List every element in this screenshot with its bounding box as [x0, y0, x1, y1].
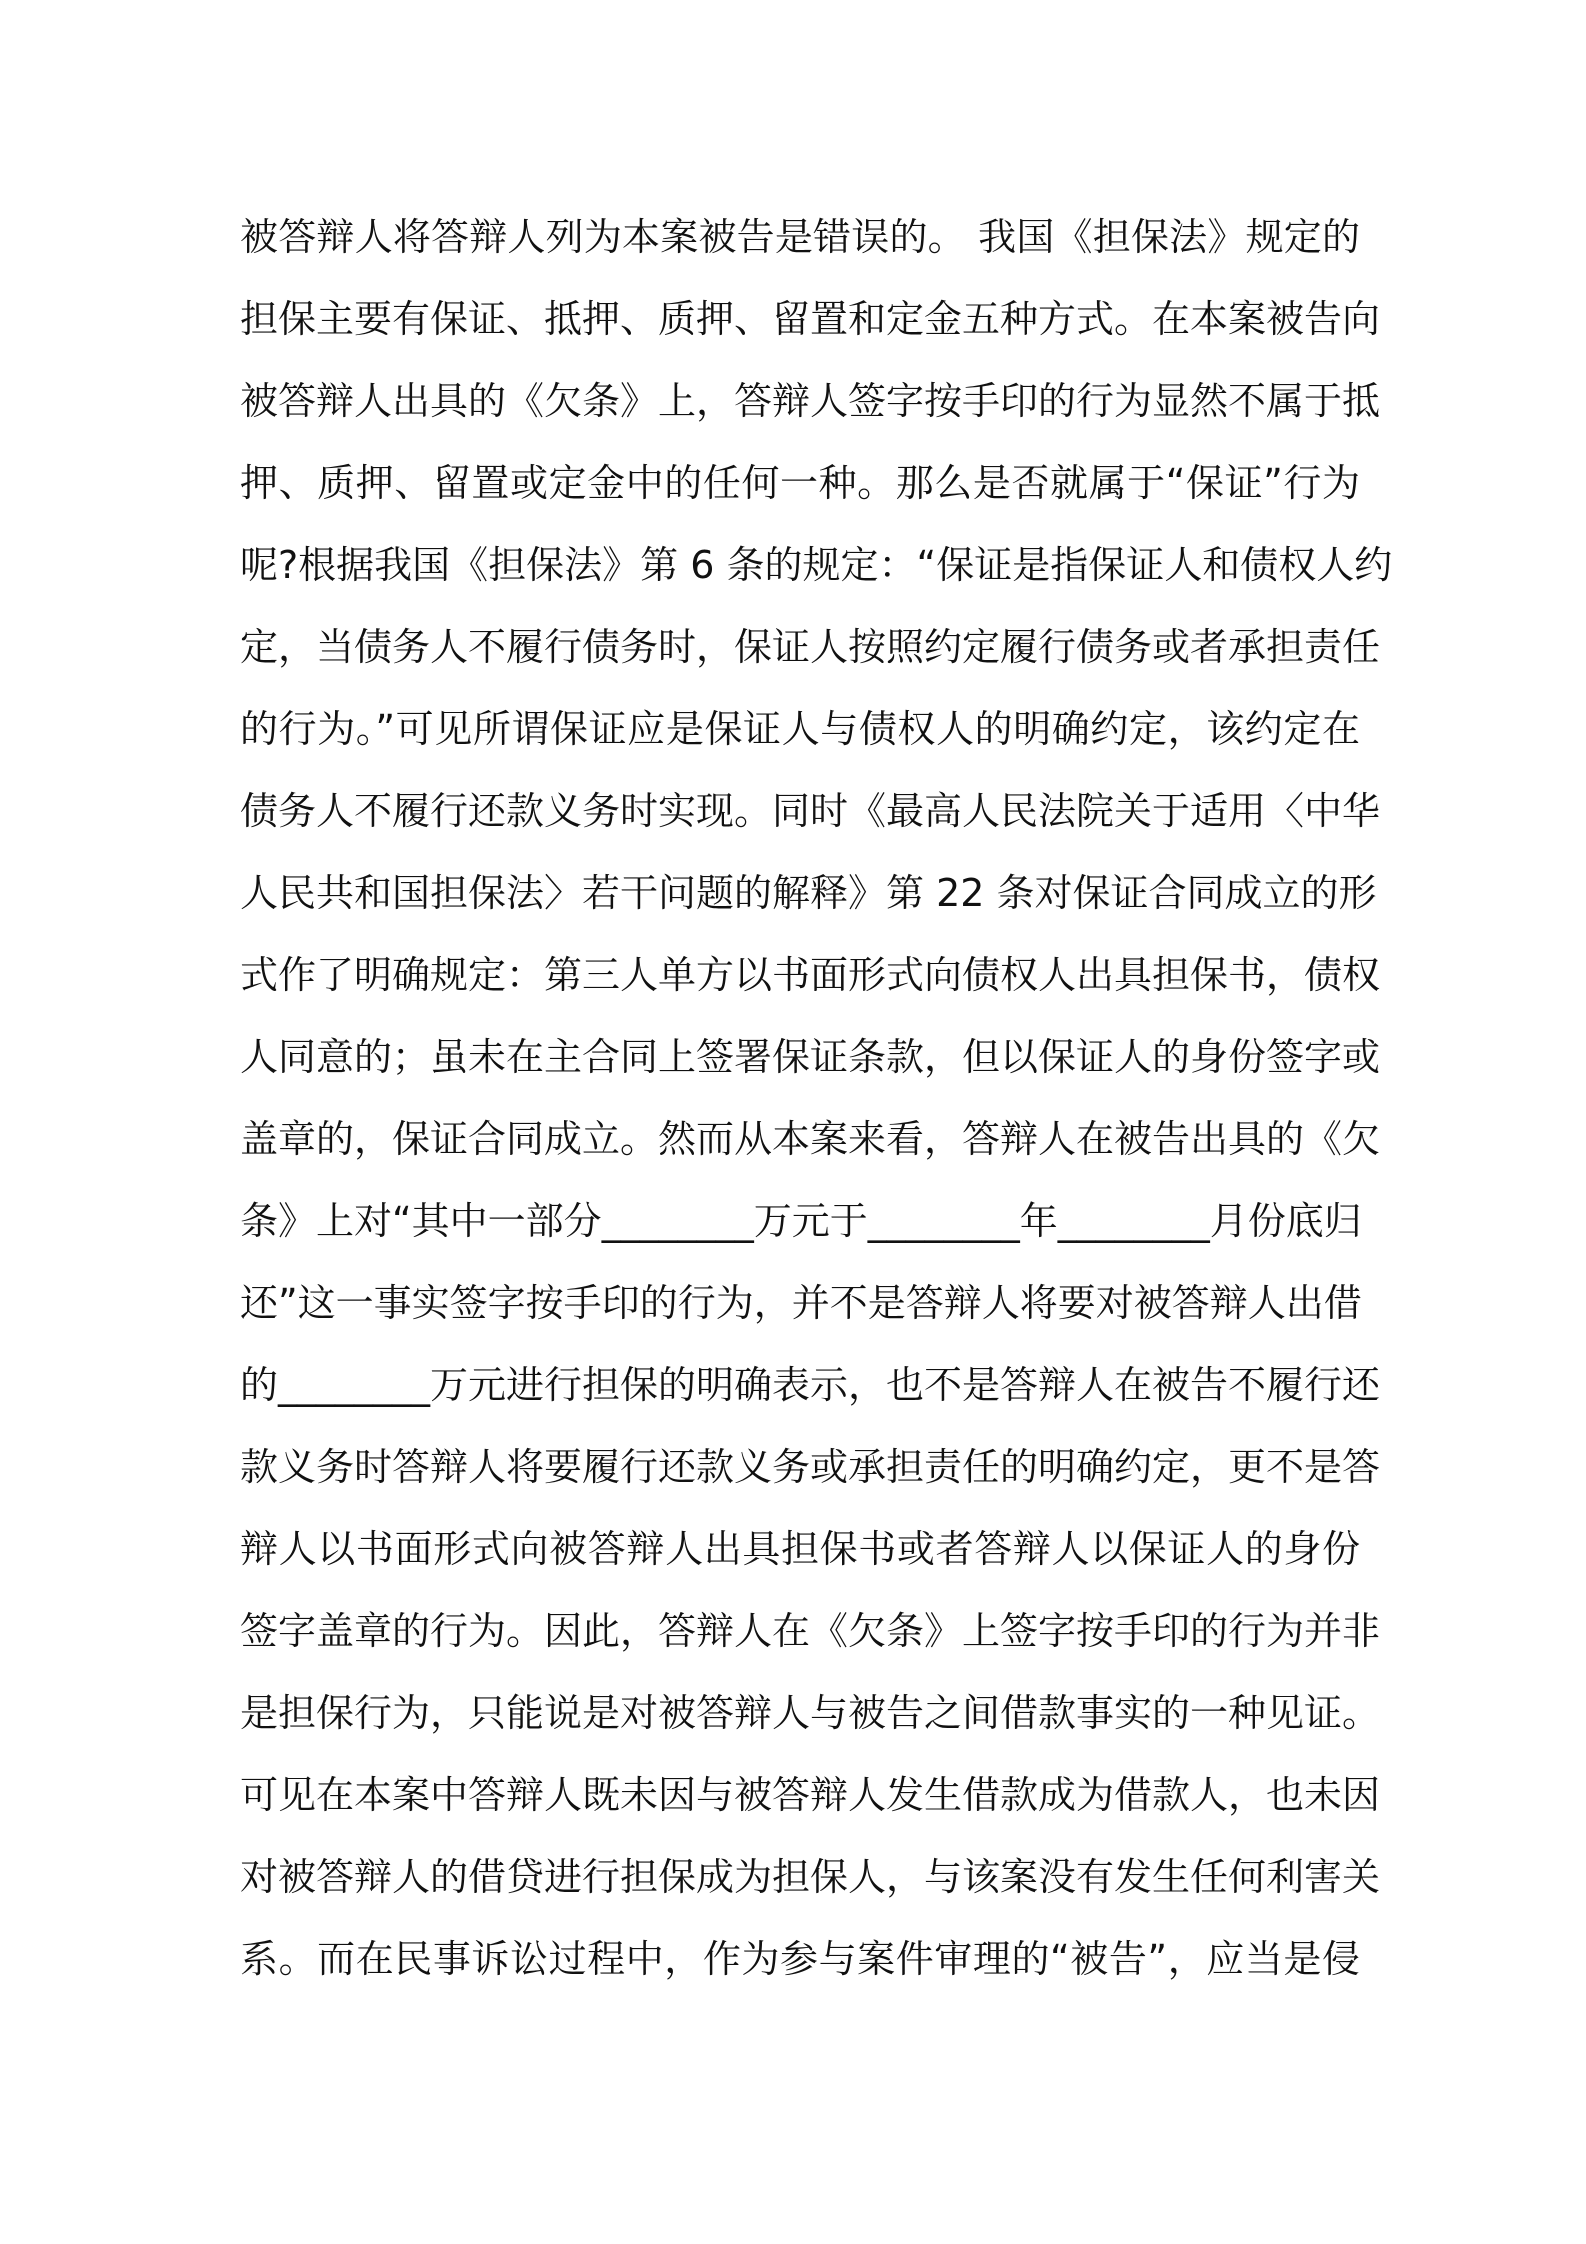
text-line-2: 担保主要有保证、抵押、质押、留置和定金五种方式。在本案被告向 — [240, 297, 1381, 341]
text-line-1: 被答辩人将答辩人列为本案被告是错误的。 我国《担保法》规定的 — [240, 215, 1360, 259]
body-text — [240, 196, 1393, 2000]
text-line-20: 可见在本案中答辩人既未因与被答辩人发生借款成为借款人，也未因 — [240, 1773, 1381, 1817]
text-line-21: 对被答辩人的借贷进行担保成为担保人，与该案没有发生任何利害关 — [240, 1855, 1381, 1899]
text-line-16: 款义务时答辩人将要履行还款义务或承担责任的明确约定，更不是答 — [240, 1445, 1381, 1489]
text-line-13: 条》上对“其中一部分________万元于________年________月份底归 — [240, 1199, 1362, 1243]
text-line-8: 债务人不履行还款义务时实现。同时《最高人民法院关于适用〈中华 — [240, 789, 1381, 833]
text-line-7: 的行为。”可见所谓保证应是保证人与债权人的明确约定，该约定在 — [240, 707, 1360, 751]
text-line-10: 式作了明确规定：第三人单方以书面形式向债权人出具担保书，债权 — [240, 953, 1381, 997]
text-line-19: 是担保行为，只能说是对被答辩人与被告之间借款事实的一种见证。 — [240, 1691, 1381, 1735]
text-line-22: 系。而在民事诉讼过程中，作为参与案件审理的“被告”，应当是侵 — [240, 1937, 1360, 1981]
text-line-12: 盖章的，保证合同成立。然而从本案来看，答辩人在被告出具的《欠 — [240, 1117, 1381, 1161]
text-line-5: 呢?根据我国《担保法》第 6 条的规定：“保证是指保证人和债权人约 — [240, 543, 1393, 587]
text-line-6: 定，当债务人不履行债务时，保证人按照约定履行债务或者承担责任 — [240, 625, 1381, 669]
text-line-3: 被答辩人出具的《欠条》上，答辩人签字按手印的行为显然不属于抵 — [240, 379, 1381, 423]
text-line-9: 人民共和国担保法〉若干问题的解释》第 22 条对保证合同成立的形 — [240, 871, 1377, 915]
text-line-11: 人同意的；虽未在主合同上签署保证条款，但以保证人的身份签字或 — [240, 1035, 1381, 1079]
text-line-14: 还”这一事实签字按手印的行为，并不是答辩人将要对被答辩人出借 — [240, 1281, 1362, 1325]
text-line-18: 签字盖章的行为。因此，答辩人在《欠条》上签字按手印的行为并非 — [240, 1609, 1381, 1653]
text-line-4: 押、质押、留置或定金中的任何一种。那么是否就属于“保证”行为 — [240, 461, 1360, 505]
text-line-17: 辩人以书面形式向被答辩人出具担保书或者答辩人以保证人的身份 — [240, 1527, 1360, 1571]
text-line-15: 的________万元进行担保的明确表示，也不是答辩人在被告不履行还 — [240, 1363, 1381, 1407]
